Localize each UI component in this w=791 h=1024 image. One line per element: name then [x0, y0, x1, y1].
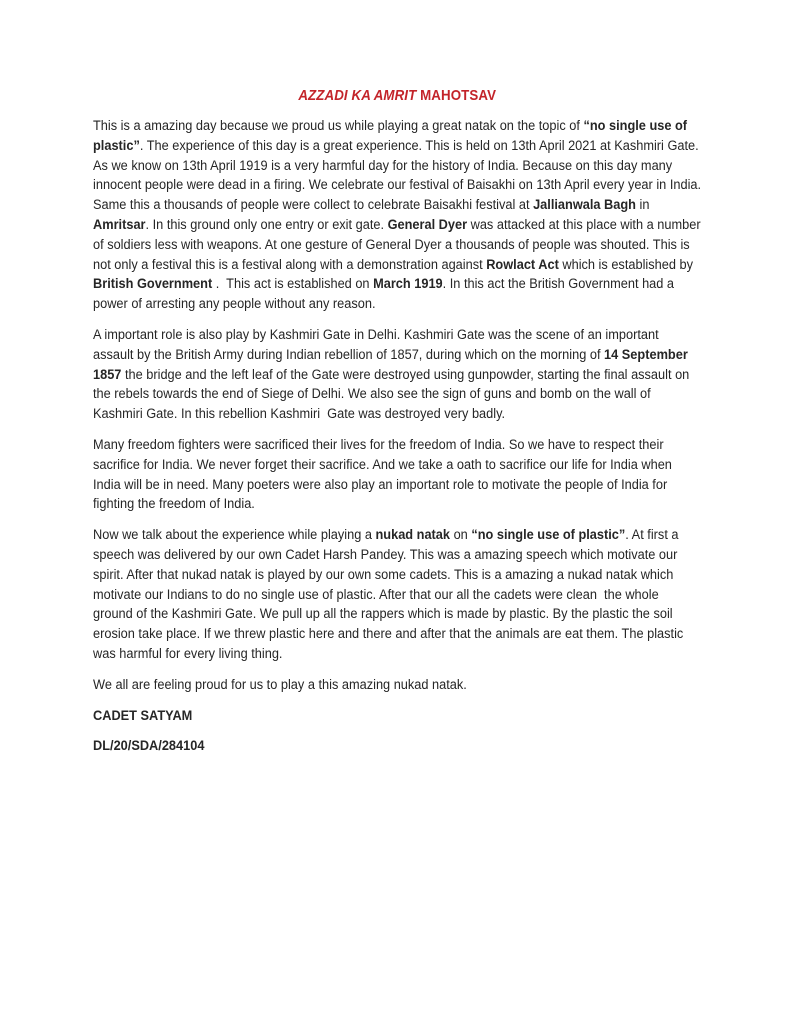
text-segment: “no single use of plastic” [93, 118, 691, 154]
text-segment: “no single use of plastic” [471, 527, 626, 544]
text-segment: Amritsar [93, 216, 146, 233]
text-segment: Jallianwala Bagh [533, 197, 636, 214]
text-segment: Rowlact Act [486, 256, 559, 273]
text-segment: . The experience of this day is a great experience. This is held on 13th April 2021 at Kashmiri Gate. As we know on 13th April 1919 is a very harmful day for the history of India. Because on this day many innocent people were dead in a firing. We celebrate our festival of Baisakhi on 13th April every year in India. Same this a thousands of people were collect to celebrate Baisakhi festival at [93, 137, 705, 214]
text-segment: which is established by [558, 256, 697, 273]
text-segment: General Dyer [387, 216, 468, 233]
text-segment: 14 September 1857 [93, 346, 692, 383]
text-segment: . In this act the British Government had a power of arresting any people without any reason. [93, 276, 678, 313]
text-segment: A important role is also play by Kashmiri Gate in Delhi. Kashmiri Gate was the scene of an important assault by the British Army during Indian rebellion of 1857, during which on the morning of [93, 326, 663, 363]
text-segment: was attacked at this place with a number of soldiers less with weapons. At one gesture of General Dyer a thousands of people was shouted. This is not only a festival this is a festival along with a demonstration against [93, 216, 705, 273]
text-segment: Many freedom fighters were sacrificed their lives for the freedom of India. So we have to respect their sacrifice for India. We never forget their sacrifice. And we take a oath to sacrifice our life for India when India will be in need. Many poeters were also play an important role to motivate the people of India for fighting the freedom of India. [93, 436, 676, 513]
text-segment: We all are feeling proud for us to play a this amazing nukad natak. [93, 676, 467, 693]
text-segment: This is a amazing day because we proud us while playing a great natak on the topic of [93, 118, 584, 134]
text-segment: AZZADI KA AMRIT [298, 88, 421, 104]
text-segment: . This act is established on [212, 276, 374, 293]
paragraph-3 [93, 436, 701, 515]
text-segment: MAHOTSAV [420, 88, 497, 104]
text-segment: Now we talk about the experience while playing a [93, 527, 376, 544]
signature-id: DL/20/SDA/284104 [93, 738, 205, 755]
text-segment: . In this ground only one entry or exit gate. [145, 216, 388, 233]
document-title [93, 88, 701, 104]
text-segment: in [635, 197, 654, 214]
text-segment: British Government [93, 276, 213, 293]
text-segment: nukad natak [375, 527, 451, 544]
paragraph-5 [93, 676, 701, 696]
paragraph-4 [93, 526, 701, 665]
document-content [93, 88, 705, 768]
text-segment: on [450, 527, 472, 544]
signature-name: CADET SATYAM [93, 707, 193, 724]
text-segment: March 1919 [373, 276, 443, 293]
paragraph-2 [93, 326, 701, 425]
text-segment: the bridge and the left leaf of the Gate were destroyed using gunpowder, starting the final assault on the rebels towards the end of Siege of Delhi. We also see the sign of guns and bomb on the wall of Kashmiri Gate. In this rebellion Kashmiri Gate was destroyed very badly. [93, 366, 693, 423]
paragraph-1 [93, 117, 705, 315]
text-segment: . At first a speech was delivered by our own Cadet Harsh Pandey. This was a amazing speech which motivate our spirit. After that nukad natak is played by our own some cadets. This is a amazing a nukad natak which motivate our Indians to do no single use of plastic. After that our all the cadets were clean the whole ground of the Kashmiri Gate. We pull up all the rappers which is made by plastic. By the plastic the soil erosion take place. If we threw plastic here and there and after that the animals are eat them. The plastic was harmful for every living thing. [93, 527, 687, 662]
